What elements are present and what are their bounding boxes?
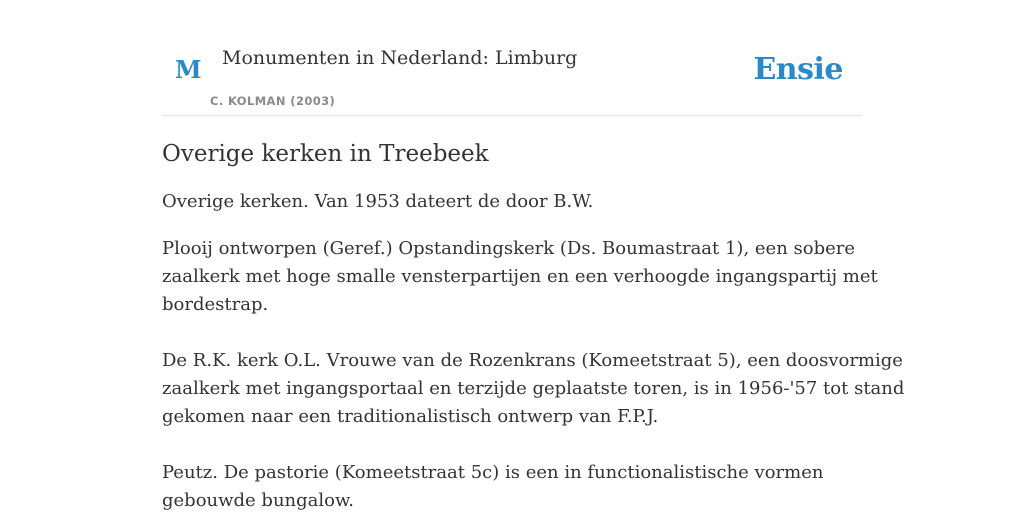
article-title: Overige kerken in Treebeek xyxy=(162,141,489,167)
book-title-link[interactable]: Monumenten in Nederland: Limburg xyxy=(222,47,578,69)
paragraph-line: zaalkerk met hoge smalle vensterpartijen en een verhoogde ingangspartij met xyxy=(162,266,878,287)
article-paragraph xyxy=(162,235,878,319)
paragraph-line: De R.K. kerk O.L. Vrouwe van de Rozenkrans (Komeetstraat 5), een doosvormige xyxy=(162,350,903,371)
paragraph-line: zaalkerk met ingangsportaal en terzijde geplaatste toren, is in 1956-'57 tot stand xyxy=(162,378,905,399)
paragraph-line: gebouwde bungalow. xyxy=(162,490,354,511)
article-paragraph xyxy=(162,347,905,431)
header xyxy=(162,0,862,116)
author-label: C. KOLMAN (2003) xyxy=(210,94,336,108)
paragraph-line: Peutz. De pastorie (Komeetstraat 5c) is een in functionalistische vormen xyxy=(162,462,824,483)
article-paragraph xyxy=(162,459,862,512)
source-logo[interactable]: M xyxy=(175,55,202,84)
paragraph-line: bordestrap. xyxy=(162,294,269,315)
article xyxy=(162,137,905,512)
paragraph-line: gekomen naar een traditionalistisch ontwerp van F.P.J. xyxy=(162,406,659,427)
ensie-logo[interactable]: Ensie xyxy=(753,52,843,87)
paragraph-break xyxy=(162,319,862,347)
paragraph-line: Plooij ontworpen (Geref.) Opstandingskerk (Ds. Boumastraat 1), een sobere xyxy=(162,238,856,259)
paragraph-break xyxy=(162,431,862,459)
article-intro: Overige kerken. Van 1953 dateert de door B.W. xyxy=(162,191,594,212)
